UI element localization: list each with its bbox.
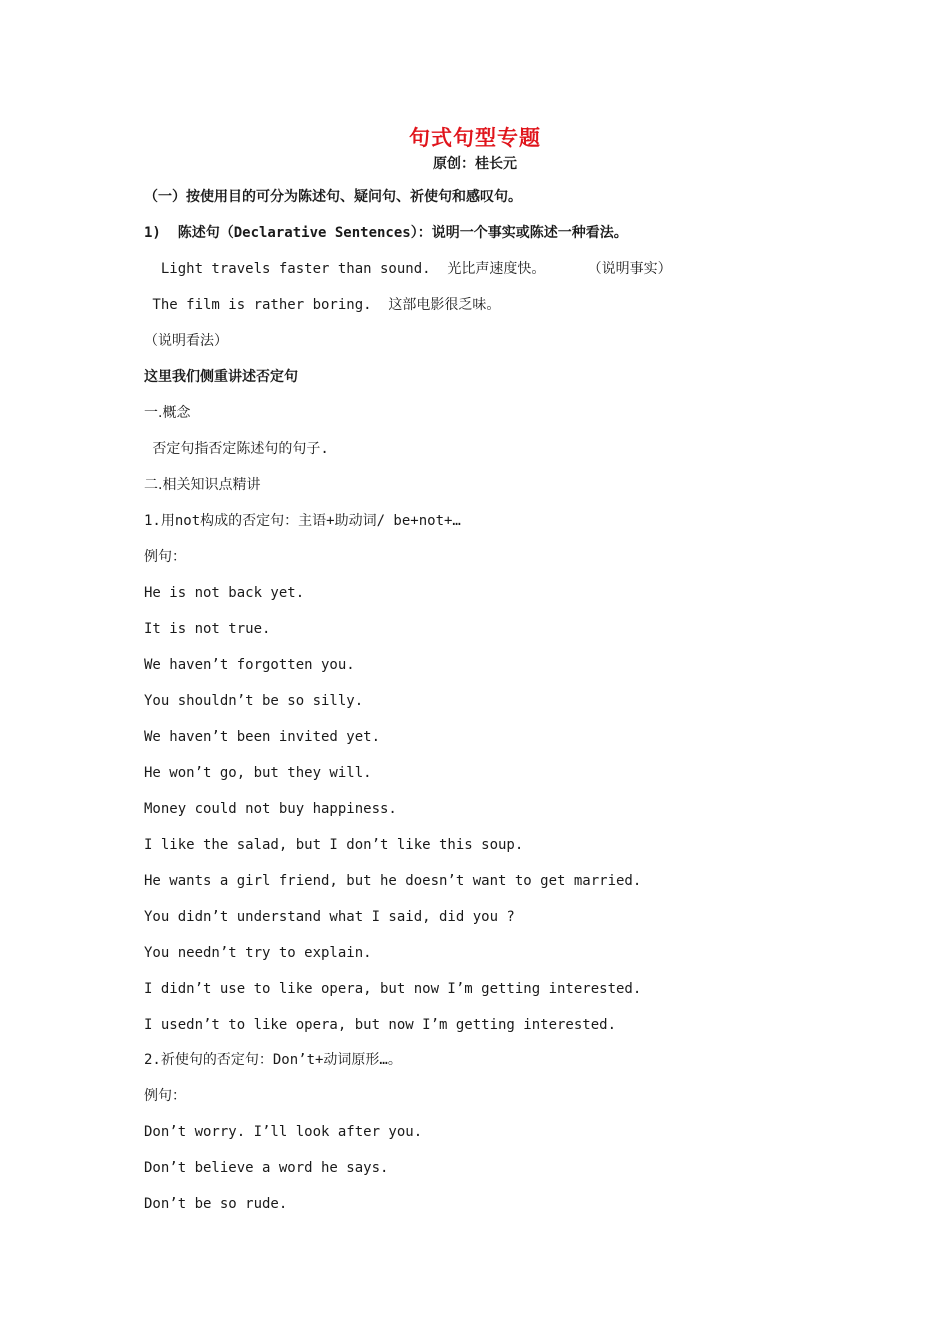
example-sentence: Don’t worry. I’ll look after you. bbox=[144, 1124, 423, 1140]
example-sentence: Don’t be so rude. bbox=[144, 1196, 288, 1212]
example-film-note: （说明看法） bbox=[144, 333, 228, 349]
example-sentence: I like the salad, but I don’t like this soup. bbox=[144, 837, 524, 853]
example-sentence: We haven’t been invited yet. bbox=[144, 729, 381, 745]
example-sentence: You needn’t try to explain. bbox=[144, 945, 372, 961]
declarative-heading: 1) 陈述句（Declarative Sentences）：说明一个事实或陈述一种看法。 bbox=[144, 225, 628, 241]
example-sentence: You didn’t understand what I said, did you ? bbox=[144, 909, 515, 925]
concept-text: 否定句指否定陈述句的句子. bbox=[144, 441, 329, 457]
example-sentence: We haven’t forgotten you. bbox=[144, 657, 355, 673]
concept-heading: 一.概念 bbox=[144, 405, 191, 421]
knowledge-heading: 二.相关知识点精讲 bbox=[144, 477, 261, 493]
example-sentence: He is not back yet. bbox=[144, 585, 305, 601]
example-sentence: It is not true. bbox=[144, 621, 271, 637]
example-sentence: He wants a girl friend, but he doesn’t want to get married. bbox=[144, 873, 642, 889]
examples-label: 例句： bbox=[144, 549, 186, 565]
example-sentence: Don’t believe a word he says. bbox=[144, 1160, 389, 1176]
document-title: 句式句型专题 bbox=[409, 126, 541, 150]
example-film: The film is rather boring. 这部电影很乏味。 bbox=[144, 297, 501, 313]
section-heading: （一）按使用目的可分为陈述句、疑问句、祈使句和感叹句。 bbox=[144, 189, 522, 205]
example-sentence: You shouldn’t be so silly. bbox=[144, 693, 364, 709]
example-sentence: I usedn’t to like opera, but now I’m getting interested. bbox=[144, 1017, 617, 1033]
example-sentence: He won’t go, but they will. bbox=[144, 765, 372, 781]
example-sentence: Money could not buy happiness. bbox=[144, 801, 397, 817]
point-1-heading: 1.用not构成的否定句：主语+助动词/ be+not+… bbox=[144, 513, 461, 529]
examples-label: 例句： bbox=[144, 1088, 186, 1104]
example-light: Light travels faster than sound. 光比声速度快。 （说明事实） bbox=[144, 261, 672, 277]
point-2-heading: 2.祈使句的否定句：Don’t+动词原形…。 bbox=[144, 1052, 402, 1068]
author-line: 原创：桂长元 bbox=[433, 156, 517, 172]
focus-note: 这里我们侧重讲述否定句 bbox=[144, 369, 298, 385]
example-sentence: I didn’t use to like opera, but now I’m getting interested. bbox=[144, 981, 642, 997]
